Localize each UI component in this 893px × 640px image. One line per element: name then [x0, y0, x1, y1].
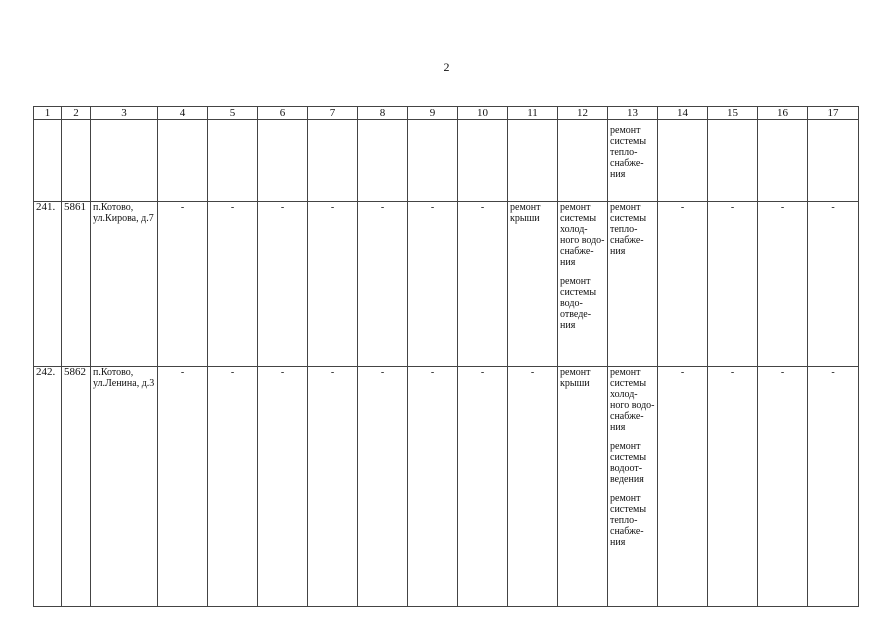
column-header: 4	[158, 107, 208, 120]
column-header: 14	[658, 107, 708, 120]
building-code: 5861	[62, 202, 91, 367]
work-item: ремонт системы тепло-снабже-ния	[610, 202, 647, 257]
work-item: ремонт системы водоот-ведения	[610, 441, 647, 485]
table-row	[34, 202, 859, 367]
repair-schedule-table	[33, 106, 859, 607]
table-cell: -	[658, 367, 708, 607]
table-cell	[158, 120, 208, 202]
column-header: 6	[258, 107, 308, 120]
table-cell: -	[258, 367, 308, 607]
table-cell: -	[508, 367, 558, 607]
table-cell: -	[208, 367, 258, 607]
table-cell	[608, 120, 658, 202]
work-item: ремонт системы холод-ного водо-снабже-ния	[610, 367, 655, 433]
column-header: 7	[308, 107, 358, 120]
work-item: ремонт крыши	[510, 202, 541, 224]
table-cell: -	[758, 202, 808, 367]
column-header: 2	[62, 107, 91, 120]
table-cell	[358, 120, 408, 202]
table-cell	[508, 202, 558, 367]
work-item: ремонт крыши	[560, 367, 591, 389]
column-header: 11	[508, 107, 558, 120]
column-header: 15	[708, 107, 758, 120]
table-cell	[208, 120, 258, 202]
table-row	[34, 367, 859, 607]
column-header: 8	[358, 107, 408, 120]
column-number-header-row	[34, 107, 859, 120]
table-cell: -	[358, 202, 408, 367]
table-cell	[91, 120, 158, 202]
table-cell	[308, 120, 358, 202]
table-cell	[608, 367, 658, 607]
table-cell: -	[408, 367, 458, 607]
table-cell: -	[758, 367, 808, 607]
column-header: 17	[808, 107, 859, 120]
table-cell: -	[258, 202, 308, 367]
table-cell	[708, 120, 758, 202]
building-address: п.Котово, ул.Кирова, д.7	[91, 202, 158, 367]
table-cell	[558, 120, 608, 202]
table-cell	[658, 120, 708, 202]
table-cell: -	[458, 367, 508, 607]
column-header: 9	[408, 107, 458, 120]
table-cell: -	[458, 202, 508, 367]
column-header: 10	[458, 107, 508, 120]
table-cell	[558, 202, 608, 367]
column-header: 16	[758, 107, 808, 120]
table-cell	[808, 120, 859, 202]
table-cell: -	[308, 202, 358, 367]
table-cell: -	[808, 202, 859, 367]
table-cell	[558, 367, 608, 607]
building-address: п.Котово, ул.Ленина, д.3	[91, 367, 158, 607]
table-cell	[62, 120, 91, 202]
row-number: 241.	[34, 202, 62, 367]
continuation-row	[34, 120, 859, 202]
column-header: 3	[91, 107, 158, 120]
work-item: ремонт системы тепло-снабже-ния	[610, 125, 647, 180]
table-cell: -	[708, 367, 758, 607]
work-item: ремонт системы тепло-снабже-ния	[610, 493, 647, 548]
table-cell: -	[658, 202, 708, 367]
table-cell	[34, 120, 62, 202]
table-cell: -	[708, 202, 758, 367]
table-cell	[758, 120, 808, 202]
table-cell: -	[158, 367, 208, 607]
table-cell	[508, 120, 558, 202]
work-item: ремонт системы холод-ного водо-снабже-ния	[560, 202, 605, 268]
column-header: 1	[34, 107, 62, 120]
table-cell: -	[208, 202, 258, 367]
table-cell: -	[408, 202, 458, 367]
column-header: 5	[208, 107, 258, 120]
table-cell	[608, 202, 658, 367]
table-cell: -	[308, 367, 358, 607]
table-cell: -	[158, 202, 208, 367]
table-cell: -	[808, 367, 859, 607]
table-cell	[458, 120, 508, 202]
table-cell	[408, 120, 458, 202]
column-header: 13	[608, 107, 658, 120]
row-number: 242.	[34, 367, 62, 607]
table-cell: -	[358, 367, 408, 607]
table-cell	[258, 120, 308, 202]
building-code: 5862	[62, 367, 91, 607]
work-item: ремонт системы водо-отведе-ния	[560, 276, 597, 331]
column-header: 12	[558, 107, 608, 120]
page-number: 2	[443, 60, 450, 74]
